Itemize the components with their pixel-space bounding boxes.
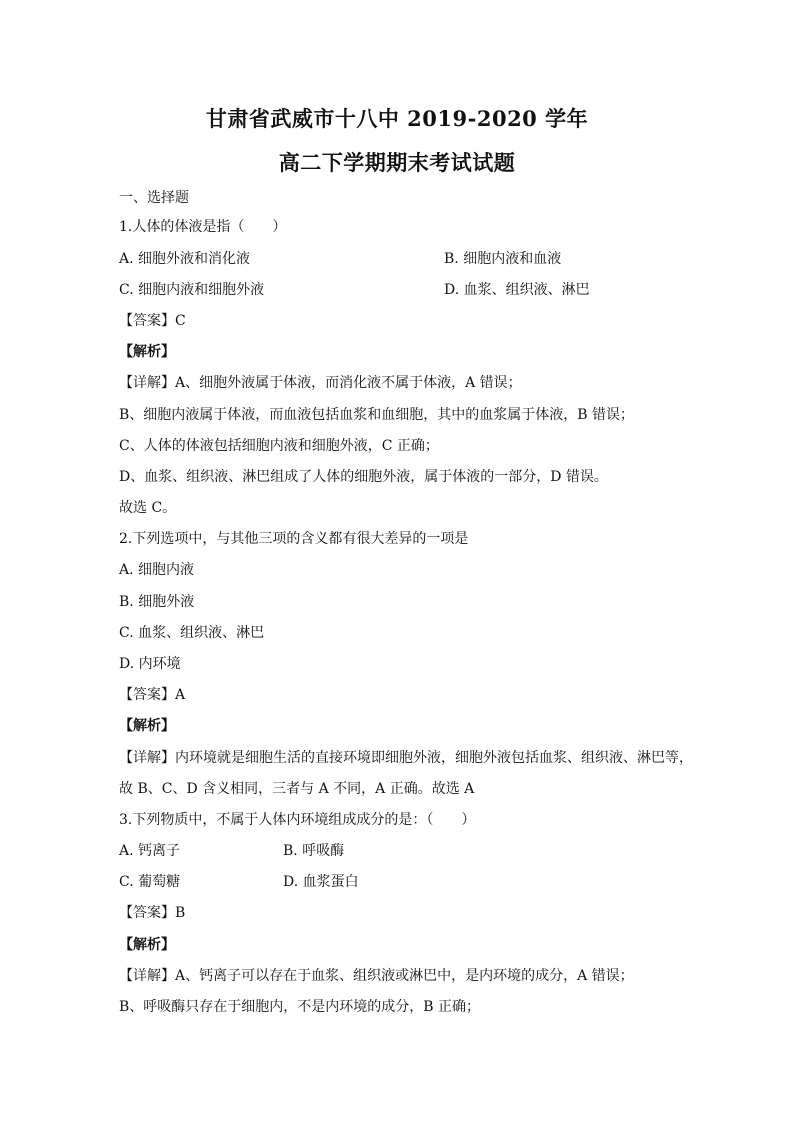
question-1-analysis-label: 【解析】 — [119, 344, 175, 360]
question-1-option-b: B. 细胞内液和血液 — [444, 251, 562, 267]
question-1-answer: 【答案】C — [119, 313, 186, 329]
question-1-detail-1: 【详解】A、细胞外液属于体液，而消化液不属于体液，A 错误； — [119, 375, 522, 391]
question-3-detail-1: 【详解】A、钙离子可以存在于血浆、组织液或淋巴中，是内环境的成分，A 错误； — [119, 968, 634, 984]
question-1-option-d: D. 血浆、组织液、淋巴 — [444, 282, 590, 298]
question-2-detail-2: 故 B、C、D 含义相同，三者与 A 不同，A 正确。故选 A — [119, 781, 475, 797]
question-1-detail-2: B、细胞内液属于体液，而血液包括血浆和血细胞，其中的血浆属于体液，B 错误； — [119, 407, 635, 423]
question-3-option-d: D. 血浆蛋白 — [283, 874, 359, 890]
document-title-line-1: 甘肃省武威市十八中 2019-2020 学年 — [205, 106, 589, 131]
question-2-option-b: B. 细胞外液 — [119, 594, 195, 610]
question-3-detail-2: B、呼吸酶只存在于细胞内，不是内环境的成分，B 正确； — [119, 999, 481, 1015]
question-1-stem: 1.人体的体液是指（ ） — [119, 219, 287, 235]
section-heading: 一、选择题 — [119, 190, 189, 206]
question-3-answer: 【答案】B — [119, 905, 186, 921]
question-3-stem: 3.下列物质中，不属于人体内环境组成成分的是：（ ） — [119, 812, 476, 828]
question-2-option-c: C. 血浆、组织液、淋巴 — [119, 625, 265, 641]
question-1-option-c: C. 细胞内液和细胞外液 — [119, 282, 265, 298]
question-2-answer: 【答案】A — [119, 687, 186, 703]
question-1-detail-3: C、人体的体液包括细胞内液和细胞外液，C 正确； — [119, 438, 439, 454]
question-3-option-b: B. 呼吸酶 — [283, 843, 345, 859]
document-title-line-2: 高二下学期期末考试试题 — [278, 150, 516, 175]
question-2-option-d: D. 内环境 — [119, 656, 181, 672]
question-2-analysis-label: 【解析】 — [119, 718, 175, 734]
question-3-option-c: C. 葡萄糖 — [119, 874, 181, 890]
question-3-option-a: A. 钙离子 — [119, 843, 181, 859]
question-2-option-a: A. 细胞内液 — [119, 562, 195, 578]
question-3-analysis-label: 【解析】 — [119, 937, 175, 953]
question-1-option-a: A. 细胞外液和消化液 — [119, 251, 251, 267]
question-1-detail-4: D、血浆、组织液、淋巴组成了人体的细胞外液，属于体液的一部分，D 错误。 — [119, 469, 608, 485]
question-2-stem: 2.下列选项中，与其他三项的含义都有很大差异的一项是 — [119, 531, 469, 547]
question-2-detail-1: 【详解】内环境就是细胞生活的直接环境即细胞外液，细胞外液包括血浆、组织液、淋巴等， — [119, 750, 693, 766]
question-1-conclusion: 故选 C。 — [119, 500, 177, 516]
